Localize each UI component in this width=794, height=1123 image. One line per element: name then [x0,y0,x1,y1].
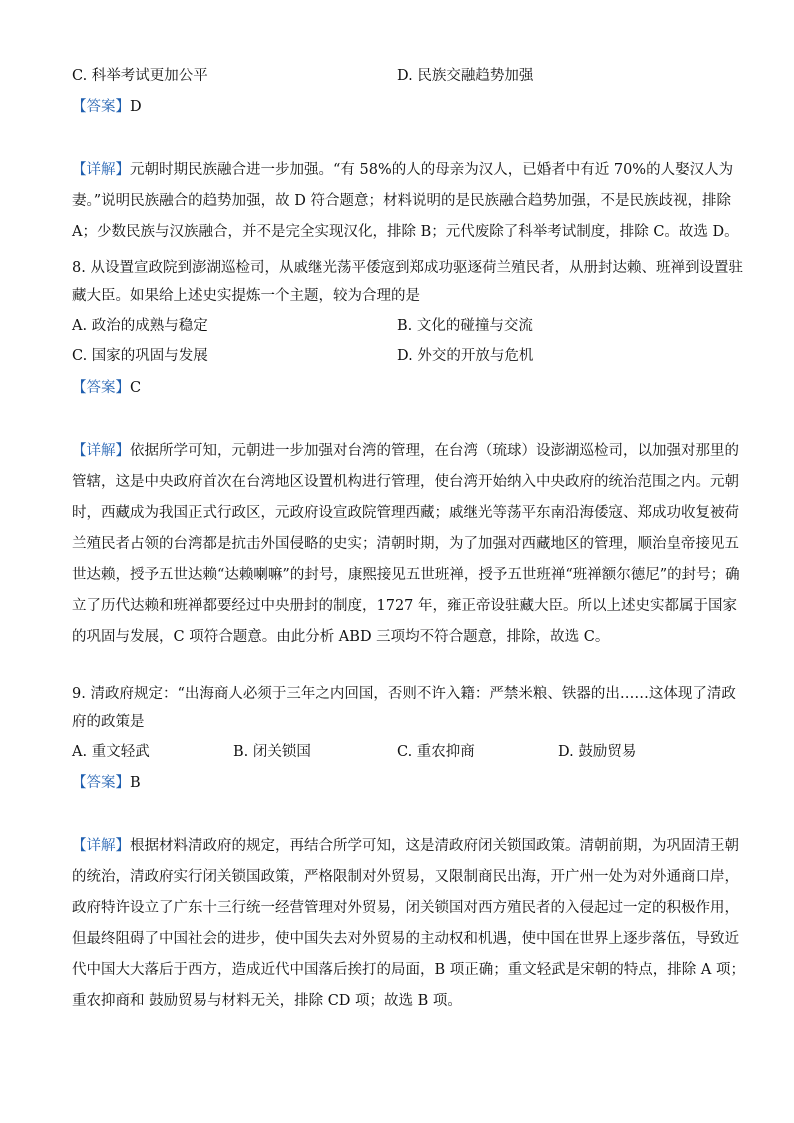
question-line: 8. 从设置宣政院到澎湖巡检司，从戚继光荡平倭寇到郑成功驱逐荷兰殖民者，从册封达赖、班禅到设置驻 [72,260,743,276]
detail-line: 世达赖，授予五世达赖“达赖喇嘛”的封号，康熙接见五世班禅，授予五世班禅“班禅额尔德尼”的封号；确 [72,567,740,583]
answer-tag: 【答案】 [72,99,130,115]
detail-line: 兰殖民者占领的台湾都是抗击外国侵略的史实；清朝时期，为了加强对西藏地区的管理，顺治皇帝接见五 [72,536,739,552]
q9-option-d: D. 鼓励贸易 [558,744,637,760]
detail-tag: 【详解】 [72,443,130,459]
detail-line: 的统治，清政府实行闭关锁国政策，严格限制对外贸易，又限制商民出海，开广州一处为对外通商口岸， [72,869,739,885]
q8-option-b: B. 文化的碰撞与交流 [397,318,533,334]
detail-line: 代中国大大落后于西方，造成近代中国落后挨打的局面，B 项正确；重文轻武是宋朝的特点，排除 A 项； [72,962,745,978]
answer-tag: 【答案】 [72,775,130,791]
q8-option-a: A. 政治的成熟与稳定 [72,318,208,334]
detail-line: 根据材料清政府的规定，再结合所学可知，这是清政府闭关锁国政策。清朝前期，为巩固清王朝 [130,838,739,854]
q9-option-c: C. 重农抑商 [397,744,475,760]
answer-tag: 【答案】 [72,380,130,396]
detail-line: 但最终阻碍了中国社会的进步，使中国失去对外贸易的主动权和机遇，使中国在世界上逐步落伍，导致近 [72,931,739,947]
q7-option-d: D. 民族交融趋势加强 [397,68,534,84]
q7-answer [72,97,142,117]
q9-answer [72,773,141,793]
detail-line: 政府特许设立了广东十三行统一经营管理对外贸易，闭关锁国对西方殖民者的入侵起过一定的积极作用， [72,900,739,916]
q8-option-d: D. 外交的开放与危机 [397,348,534,364]
q7-option-c: C. 科举考试更加公平 [72,68,208,84]
question-line: 藏大臣。如果给上述史实提炼一个主题，较为合理的是 [72,288,420,304]
q9-detail [72,831,745,1017]
q7-detail [72,155,739,248]
q9-option-b: B. 闭关锁国 [233,744,311,760]
question-line: 府的政策是 [72,714,145,730]
answer-value: D [130,99,142,115]
q9-option-a: A. 重文轻武 [72,744,150,760]
q8-option-c: C. 国家的巩固与发展 [72,348,208,364]
answer-value: C [130,380,142,396]
detail-line: 重农抑商和 鼓励贸易与材料无关，排除 CD 项；故选 B 项。 [72,993,462,1009]
detail-tag: 【详解】 [72,162,130,178]
detail-tag: 【详解】 [72,838,130,854]
detail-line: 元朝时期民族融合进一步加强。“有 58%的人的母亲为汉人，已婚者中有近 70%的人娶汉人为 [130,162,734,178]
detail-line: 依据所学可知，元朝进一步加强对台湾的管理，在台湾（琉球）设澎湖巡检司，以加强对那里的 [130,443,739,459]
detail-line: A；少数民族与汉族融合，并不是完全实现汉化，排除 B；元代废除了科举考试制度，排除 C。故选 D。 [72,224,739,240]
question-line: 9. 清政府规定：“出海商人必须于三年之内回国，否则不许入籍：严禁米粮、铁器的出……这体现了清政 [72,686,736,702]
detail-line: 管辖，这是中央政府首次在台湾地区设置机构进行管理，使台湾开始纳入中央政府的统治范围之内。元朝 [72,474,739,490]
detail-line: 立了历代达赖和班禅都要经过中央册封的制度，1727 年，雍正帝设驻藏大臣。所以上述史实都属于国家 [72,598,738,614]
q9-stem [72,680,736,736]
detail-line: 时，西藏成为我国正式行政区，元政府设宣政院管理西藏；戚继光等荡平东南沿海倭寇、郑成功收复被荷 [72,505,739,521]
q8-answer [72,378,141,398]
q8-stem [72,254,743,310]
detail-line: 的巩固与发展，C 项符合题意。由此分析 ABD 三项均不符合题意，排除，故选 C。 [72,629,610,645]
answer-value: B [130,775,141,791]
detail-line: 妻。”说明民族融合的趋势加强，故 D 符合题意；材料说明的是民族融合趋势加强，不是民族歧视，排除 [72,193,732,209]
q8-detail [72,436,740,653]
